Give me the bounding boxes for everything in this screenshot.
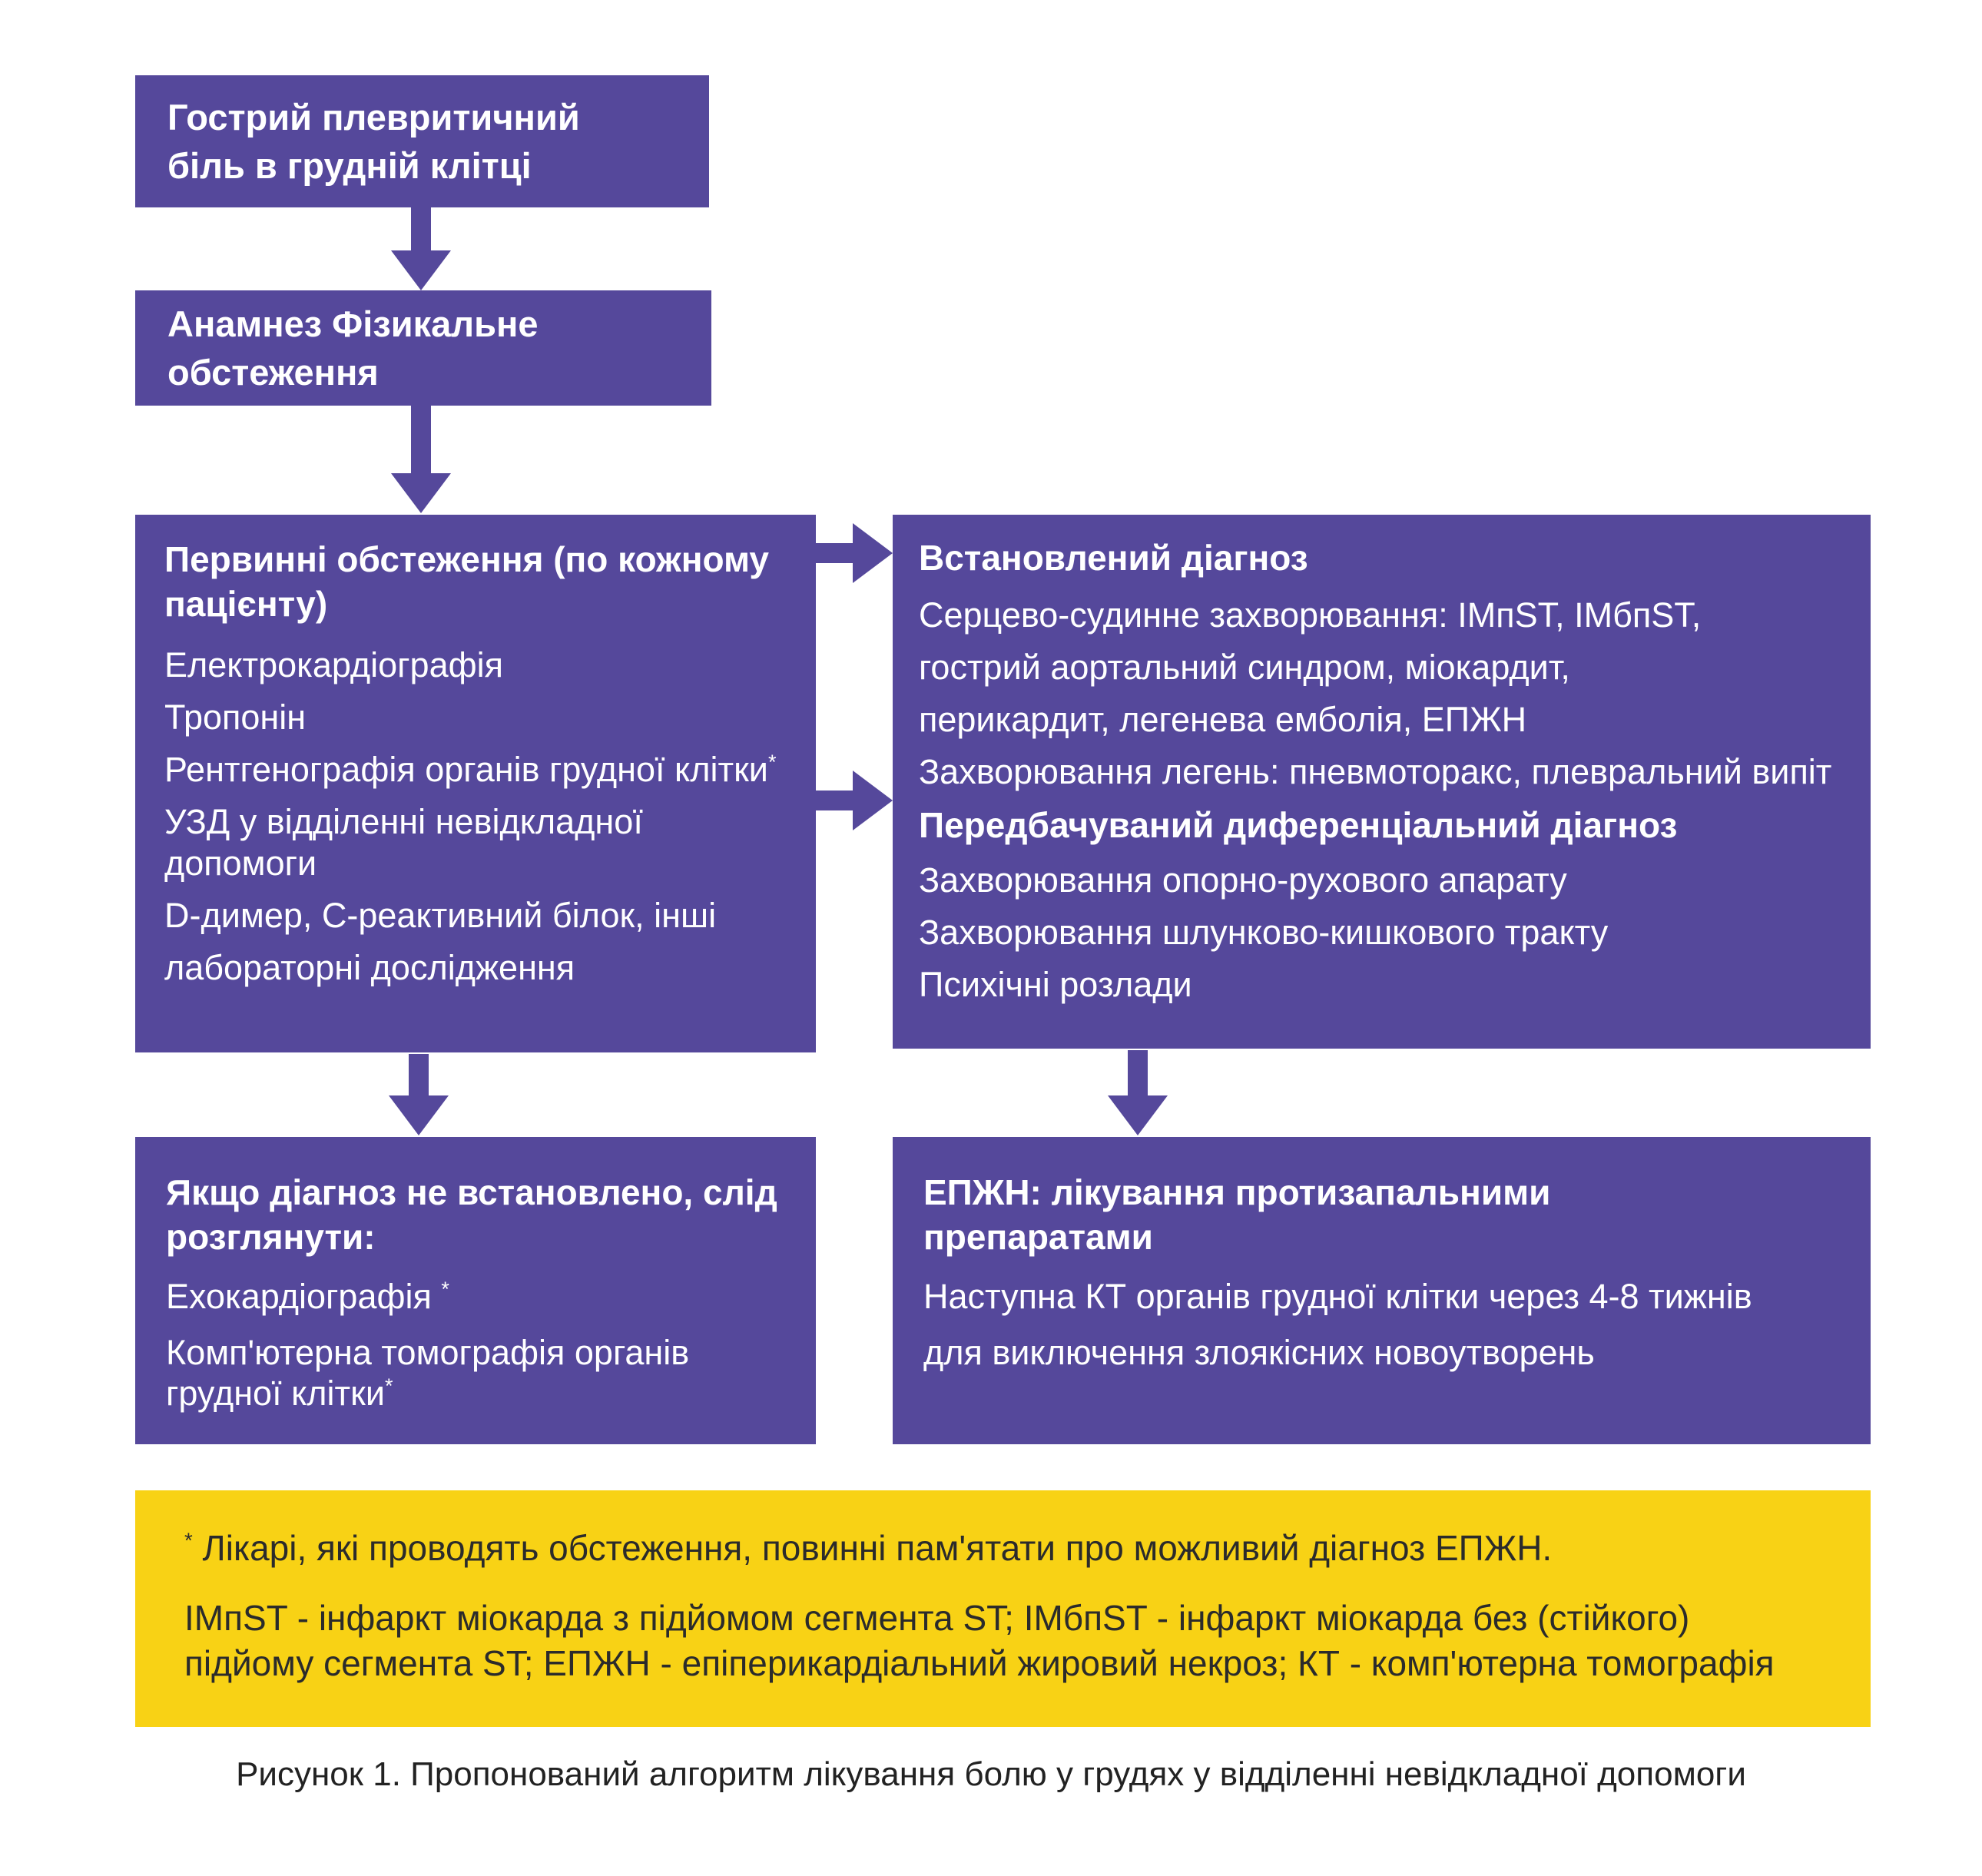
arrow-right-icon bbox=[816, 523, 893, 583]
epzhn-title bbox=[923, 1171, 1840, 1259]
primary-title-line1: Первинні обстеження (по кожному bbox=[164, 539, 769, 579]
node-acute-pleuritic-pain-line2: біль в грудній клітці bbox=[167, 145, 532, 186]
item-text: Комп'ютерна томографія органів грудної клітки bbox=[166, 1333, 690, 1414]
arrow-head bbox=[391, 473, 451, 513]
primary-title-line2: пацієнту) bbox=[164, 583, 328, 624]
not-established-title bbox=[166, 1171, 785, 1259]
arrow-head bbox=[391, 250, 451, 290]
arrow-shaft bbox=[1128, 1050, 1148, 1097]
established-diagnosis-title: Встановлений діагноз bbox=[919, 538, 1308, 578]
arrow-shaft bbox=[816, 791, 854, 810]
primary-item-troponin bbox=[164, 697, 787, 738]
node-primary-examinations bbox=[135, 515, 816, 1052]
arrow-down-icon bbox=[1108, 1050, 1168, 1135]
arrow-shaft bbox=[411, 406, 431, 475]
established-item-cardiovascular-3: перикардит, легенева емболія, ЕПЖН bbox=[919, 699, 1527, 739]
arrow-shaft bbox=[411, 207, 431, 252]
figure-caption: Рисунок 1. Пропонований алгоритм лікування болю у грудях у відділенні невідкладної допомоги bbox=[236, 1755, 1746, 1793]
arrow-shaft bbox=[409, 1054, 429, 1097]
differential-diagnosis-title: Передбачуваний диференціальний діагноз bbox=[919, 804, 1678, 845]
epzhn-title-line2: препаратами bbox=[923, 1216, 1153, 1257]
arrow-shaft bbox=[816, 543, 854, 563]
differential-item-psychiatric: Психічні розлади bbox=[919, 965, 1192, 1004]
primary-item-ecg bbox=[164, 645, 787, 686]
differential-item-musculoskeletal: Захворювання опорно-рухового апарату bbox=[919, 860, 1567, 900]
item-text: УЗД у відділенні невідкладної допомоги bbox=[164, 802, 643, 883]
footnote-asterisk: * bbox=[384, 1374, 393, 1398]
footnote-line1 bbox=[184, 1526, 1821, 1571]
node-anamnesis-line1: Анамнез Фізикальне bbox=[167, 303, 539, 344]
item-text: лабораторні дослідження bbox=[164, 948, 575, 987]
not-established-item-ct bbox=[166, 1332, 785, 1414]
epzhn-title-line1: ЕПЖН: лікування протизапальними bbox=[923, 1172, 1551, 1212]
node-epzhn-treatment bbox=[893, 1137, 1871, 1444]
footnote-box bbox=[135, 1490, 1871, 1727]
differential-item-gastrointestinal: Захворювання шлунково-кишкового тракту bbox=[919, 913, 1609, 952]
node-established-diagnosis bbox=[893, 515, 1871, 1049]
item-text: Тропонін bbox=[164, 698, 307, 737]
footnote-line1-text: Лікарі, які проводять обстеження, повинні пам'ятати про можливий діагноз ЕПЖН. bbox=[192, 1528, 1553, 1568]
not-established-item-echocardiography bbox=[166, 1276, 785, 1317]
item-text: D-димер, С-реактивний білок, інші bbox=[164, 896, 717, 935]
arrow-down-icon bbox=[391, 406, 451, 513]
node-acute-pleuritic-pain-line1: Гострий плевритичний bbox=[167, 96, 580, 138]
epzhn-item-followup-ct: Наступна КТ органів грудної клітки через 4-8 тижнів bbox=[923, 1277, 1752, 1316]
arrow-head bbox=[389, 1095, 449, 1135]
item-text: Електрокардіографія bbox=[164, 645, 503, 684]
not-established-title-line1: Якщо діагноз не встановлено, слід bbox=[166, 1172, 777, 1212]
arrow-head bbox=[853, 771, 893, 830]
not-established-title-line2: розглянути: bbox=[166, 1216, 376, 1257]
item-text: Рентгенографія органів грудної клітки bbox=[164, 750, 768, 789]
footnote-asterisk: * bbox=[767, 751, 777, 774]
primary-item-ddimer-crp bbox=[164, 895, 787, 936]
node-diagnosis-not-established bbox=[135, 1137, 816, 1444]
epzhn-item-exclude-malignancy: для виключення злоякісних новоутворень bbox=[923, 1333, 1595, 1373]
arrow-down-icon bbox=[391, 207, 451, 290]
arrow-down-icon bbox=[389, 1054, 449, 1135]
node-acute-pleuritic-pain bbox=[135, 75, 709, 207]
footnote-line2: ІМпST - інфаркт міокарда з підйомом сегмента ST; ІМбпST - інфаркт міокарда без (стійкого) підйому сегмента ST; ЕПЖН - епіперикардіальний жировий некроз; КТ - комп'ютерна томографія bbox=[184, 1597, 1775, 1683]
primary-item-ultrasound bbox=[164, 801, 787, 884]
footnote-asterisk: * bbox=[184, 1528, 193, 1553]
established-item-lung-diseases: Захворювання легень: пневмоторакс, плевральний випіт bbox=[919, 751, 1832, 791]
item-text: Ехокардіографія bbox=[166, 1277, 442, 1316]
arrow-head bbox=[1108, 1095, 1168, 1135]
arrow-right-icon bbox=[816, 771, 893, 830]
primary-item-lab-tests bbox=[164, 947, 787, 989]
node-anamnesis-line2: обстеження bbox=[167, 352, 379, 393]
primary-examinations-title bbox=[164, 538, 787, 626]
established-item-cardiovascular-1: Серцево-судинне захворювання: ІМпST, ІМбпST, bbox=[919, 595, 1702, 635]
node-anamnesis-physical-exam bbox=[135, 290, 711, 406]
primary-item-chest-xray bbox=[164, 749, 787, 791]
established-item-cardiovascular-2: гострий аортальний синдром, міокардит, bbox=[919, 647, 1570, 687]
arrow-head bbox=[853, 523, 893, 583]
footnote-asterisk: * bbox=[441, 1278, 449, 1301]
